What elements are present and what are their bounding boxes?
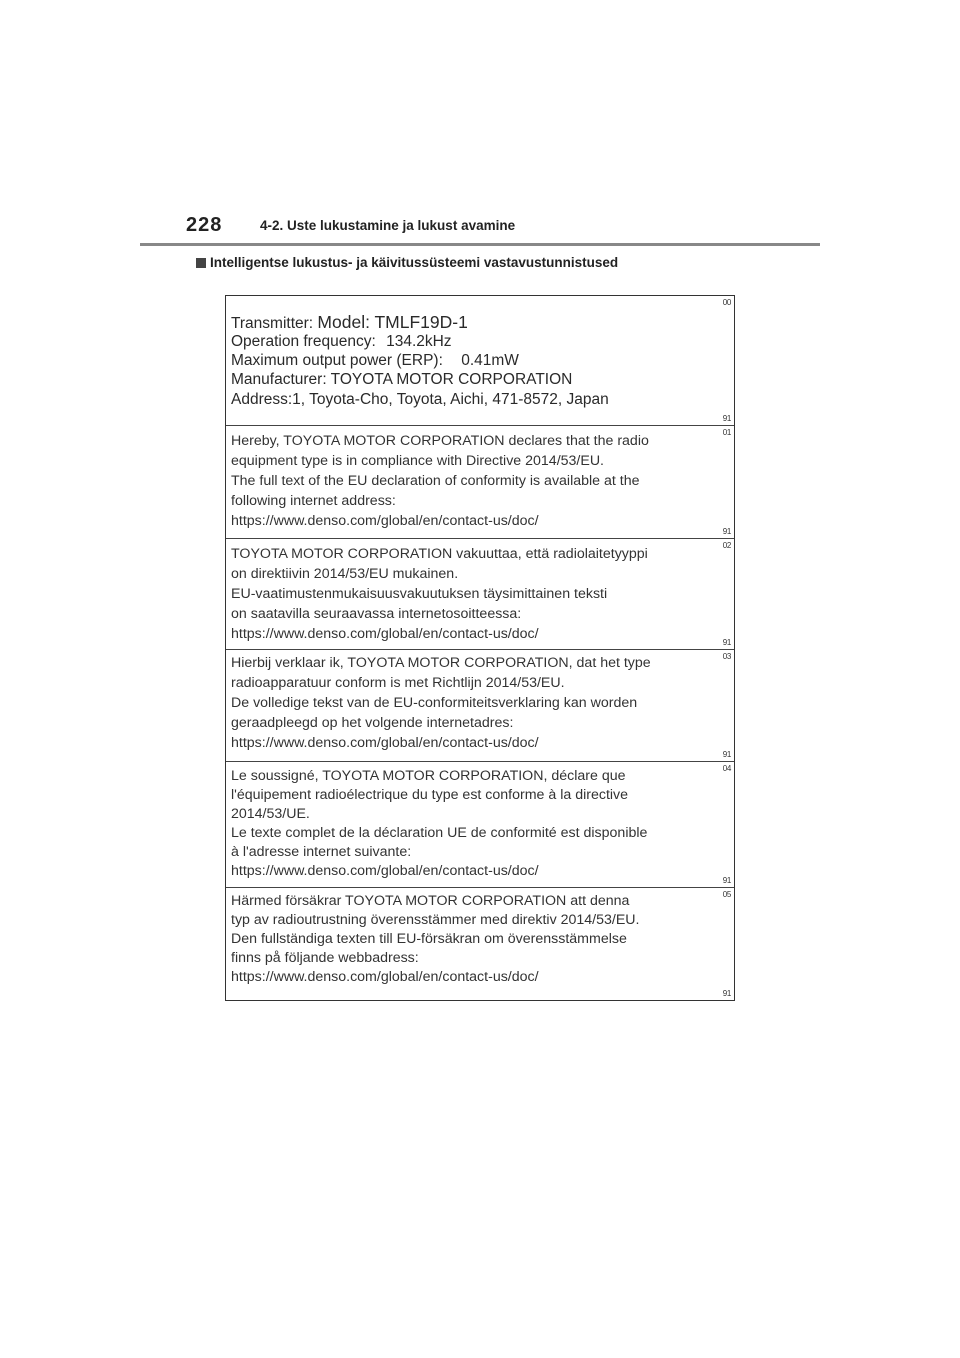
declaration-line: TOYOTA MOTOR CORPORATION vakuuttaa, että radiolaitetyyppi [231,546,648,562]
declaration-line: geraadpleegd op het volgende internetadres: [231,715,514,731]
certification-panel [225,295,735,1001]
declaration-line: finns på följande webbadress: [231,950,419,966]
declaration-url: https://www.denso.com/global/en/contact-us/doc/ [231,863,539,879]
transmitter-line [231,312,468,333]
declaration-line: typ av radioutrustning överensstämmer med direktiv 2014/53/EU. [231,912,640,928]
declaration-line: à l'adresse internet suivante: [231,844,412,860]
declaration-line: on saatavilla seuraavassa internetosoitteessa: [231,606,522,622]
block-code-top: 01 [722,428,731,437]
declaration-block-fr [226,762,734,888]
block-code-bottom: 91 [722,876,731,885]
frequency-label: Operation frequency: [231,333,376,350]
declaration-url: https://www.denso.com/global/en/contact-us/doc/ [231,735,539,751]
block-code-bottom: 91 [722,638,731,647]
frequency-line [231,333,452,351]
block-code-top: 04 [722,764,731,773]
frequency-value: 134.2kHz [386,333,452,350]
block-code-bottom: 91 [722,750,731,759]
declaration-line: radioapparatuur conform is met Richtlijn 2014/53/EU. [231,675,565,691]
block-code-top: 03 [722,652,731,661]
transmitter-label: Transmitter: [231,315,314,332]
block-code-bottom: 91 [722,414,731,423]
declaration-line: EU-vaatimustenmukaisuusvakuutuksen täysimittainen teksti [231,586,608,602]
declaration-line: on direktiivin 2014/53/EU mukainen. [231,566,459,582]
declaration-line: l'équipement radioélectrique du type est conforme à la directive [231,787,629,803]
declaration-block-nl [226,650,734,762]
page-number: 228 [186,214,223,236]
manufacturer-line: Manufacturer: TOYOTA MOTOR CORPORATION [231,371,573,388]
declaration-url: https://www.denso.com/global/en/contact-us/doc/ [231,969,539,985]
chapter-title: 4-2. Uste lukustamine ja lukust avamine [260,218,516,233]
declaration-url: https://www.denso.com/global/en/contact-us/doc/ [231,626,539,642]
declaration-line: De volledige tekst van de EU-conformiteitsverklaring kan worden [231,695,638,711]
declaration-line: 2014/53/UE. [231,806,310,822]
block-code-top: 05 [722,890,731,899]
square-bullet-icon [196,258,206,268]
section-heading-text: Intelligentse lukustus- ja käivitussüsteemi vastavustunnistused [210,255,619,270]
transmitter-spec-block [226,296,734,426]
declaration-line: Le texte complet de la déclaration UE de conformité est disponible [231,825,648,841]
block-code-top: 00 [722,298,731,307]
power-value: 0.41mW [461,352,519,369]
declaration-block-en [226,426,734,539]
block-code-top: 02 [722,541,731,550]
address-line: Address:1, Toyota-Cho, Toyota, Aichi, 471-8572, Japan [231,391,609,408]
power-label: Maximum output power (ERP): [231,352,443,369]
section-heading [196,255,618,270]
block-code-bottom: 91 [722,989,731,998]
header-divider [140,243,820,246]
declaration-line: following internet address: [231,493,396,509]
declaration-block-fi [226,539,734,650]
declaration-line: Härmed försäkrar TOYOTA MOTOR CORPORATION att denna [231,893,630,909]
declaration-line: Hereby, TOYOTA MOTOR CORPORATION declares that the radio [231,433,649,449]
transmitter-model: Model: TMLF19D-1 [317,312,468,332]
block-code-bottom: 91 [722,527,731,536]
declaration-line: Hierbij verklaar ik, TOYOTA MOTOR CORPORATION, dat het type [231,655,651,671]
power-line [231,352,519,370]
declaration-url: https://www.denso.com/global/en/contact-us/doc/ [231,513,539,529]
declaration-line: The full text of the EU declaration of conformity is available at the [231,473,640,489]
declaration-line: Den fullständiga texten till EU-försäkran om överensstämmelse [231,931,627,947]
declaration-line: Le soussigné, TOYOTA MOTOR CORPORATION, déclare que [231,768,626,784]
declaration-block-sv [226,888,734,1000]
declaration-line: equipment type is in compliance with Directive 2014/53/EU. [231,453,605,469]
